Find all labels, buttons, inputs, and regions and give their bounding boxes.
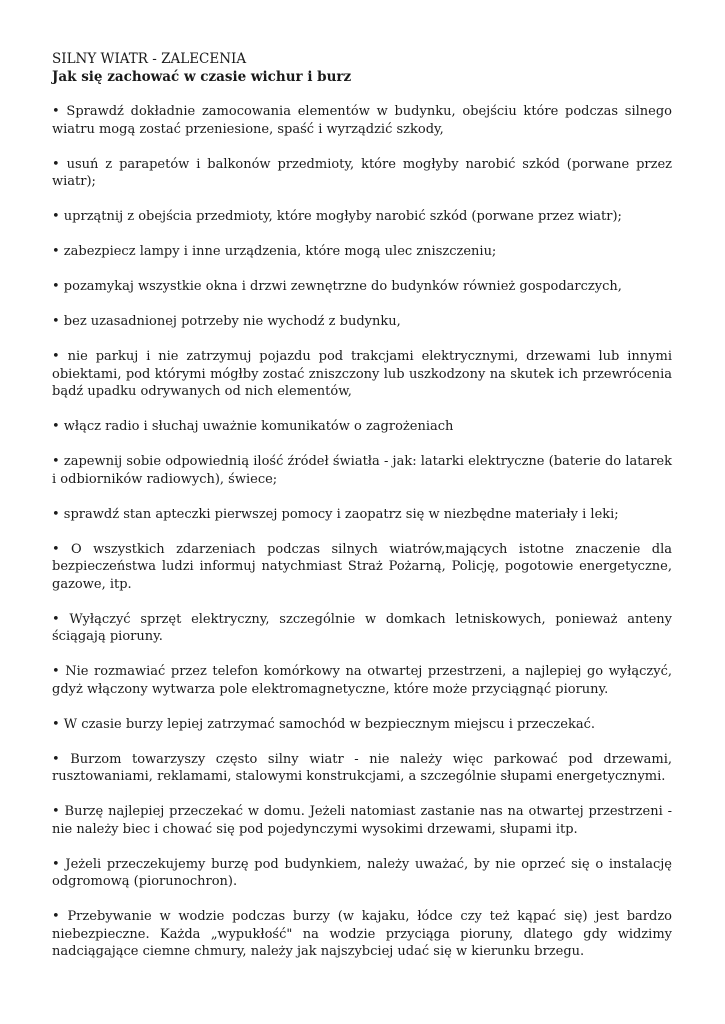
recommendation-item: • bez uzasadnionej potrzeby nie wychodź z budynku, <box>52 314 401 329</box>
recommendation-item: • Sprawdź dokładnie zamocowania elementów w budynku, obejściu które podczas silnego wiatru mogą zostać przeniesione, spaść i wyrządzić szkody, <box>52 104 672 137</box>
recommendation-item: • Burzę najlepiej przeczekać w domu. Jeżeli natomiast zastanie nas na otwartej przestrzeni - nie należy biec i chować się pod pojedynczymi wysokimi drzewami, słupami itp. <box>52 804 672 837</box>
recommendation-list <box>52 103 672 961</box>
recommendation-item: • W czasie burzy lepiej zatrzymać samochód w bezpiecznym miejscu i przeczekać. <box>52 716 595 732</box>
recommendation-item: • zapewnij sobie odpowiednią ilość źródeł światła - jak: latarki elektryczne (baterie do latarek i odbiorników radiowych), świece; <box>52 454 672 487</box>
recommendation-item: • usuń z parapetów i balkonów przedmioty, które mogłyby narobić szkód (porwane przez wiatr); <box>52 156 672 189</box>
document-title: SILNY WIATR - ZALECENIA <box>52 51 247 67</box>
recommendation-item: • uprzątnij z obejścia przedmioty, które mogłyby narobić szkód (porwane przez wiatr); <box>52 209 622 224</box>
document-subtitle: Jak się zachować w czasie wichur i burz <box>52 69 352 85</box>
recommendation-item: • Nie rozmawiać przez telefon komórkowy na otwartej przestrzeni, a najlepiej go wyłączyć, gdyż włączony wytwarza pole elektromagnetyczne, które może przyciągnąć pioruny. <box>52 664 672 697</box>
recommendation-item: • Jeżeli przeczekujemy burzę pod budynkiem, należy uważać, by nie oprzeć się o instalację odgromową (piorunochron). <box>52 856 672 889</box>
document-page <box>52 50 672 978</box>
recommendation-item: • nie parkuj i nie zatrzymuj pojazdu pod trakcjami elektrycznymi, drzewami lub innymi obiektami, pod którymi mógłby zostać zniszczony lub uszkodzony na skutek ich przewrócenia bądź upadku odrywanych od nich elementów, <box>52 349 672 399</box>
recommendation-item: • włącz radio i słuchaj uważnie komunikatów o zagrożeniach <box>52 419 454 434</box>
recommendation-item: • O wszystkich zdarzeniach podczas silnych wiatrów,mających istotne znaczenie dla bezpieczeństwa ludzi informuj natychmiast Straż Pożarną, Policję, pogotowie energetyczne, gazowe, itp. <box>52 541 672 592</box>
recommendation-item: • Przebywanie w wodzie podczas burzy (w kajaku, łódce czy też kąpać się) jest bardzo niebezpieczne. Każda „wypukłość" na wodzie przyciąga pioruny, dlatego gdy widzimy nadciągające ciemne chmury, należy jak najszybciej udać się w kierunku brzegu. <box>52 909 672 959</box>
recommendation-item: • zabezpiecz lampy i inne urządzenia, które mogą ulec zniszczeniu; <box>52 244 497 259</box>
recommendation-item: • Burzom towarzyszy często silny wiatr - nie należy więc parkować pod drzewami, rusztowaniami, reklamami, stalowymi konstrukcjami, a szczególnie słupami energetycznymi. <box>52 751 672 784</box>
recommendation-item: • Wyłączyć sprzęt elektryczny, szczególnie w domkach letniskowych, ponieważ anteny ściągają pioruny. <box>52 611 672 644</box>
recommendation-item: • sprawdź stan apteczki pierwszej pomocy i zaopatrz się w niezbędne materiały i leki; <box>52 506 619 522</box>
recommendation-item: • pozamykaj wszystkie okna i drzwi zewnętrzne do budynków również gospodarczych, <box>52 279 622 294</box>
